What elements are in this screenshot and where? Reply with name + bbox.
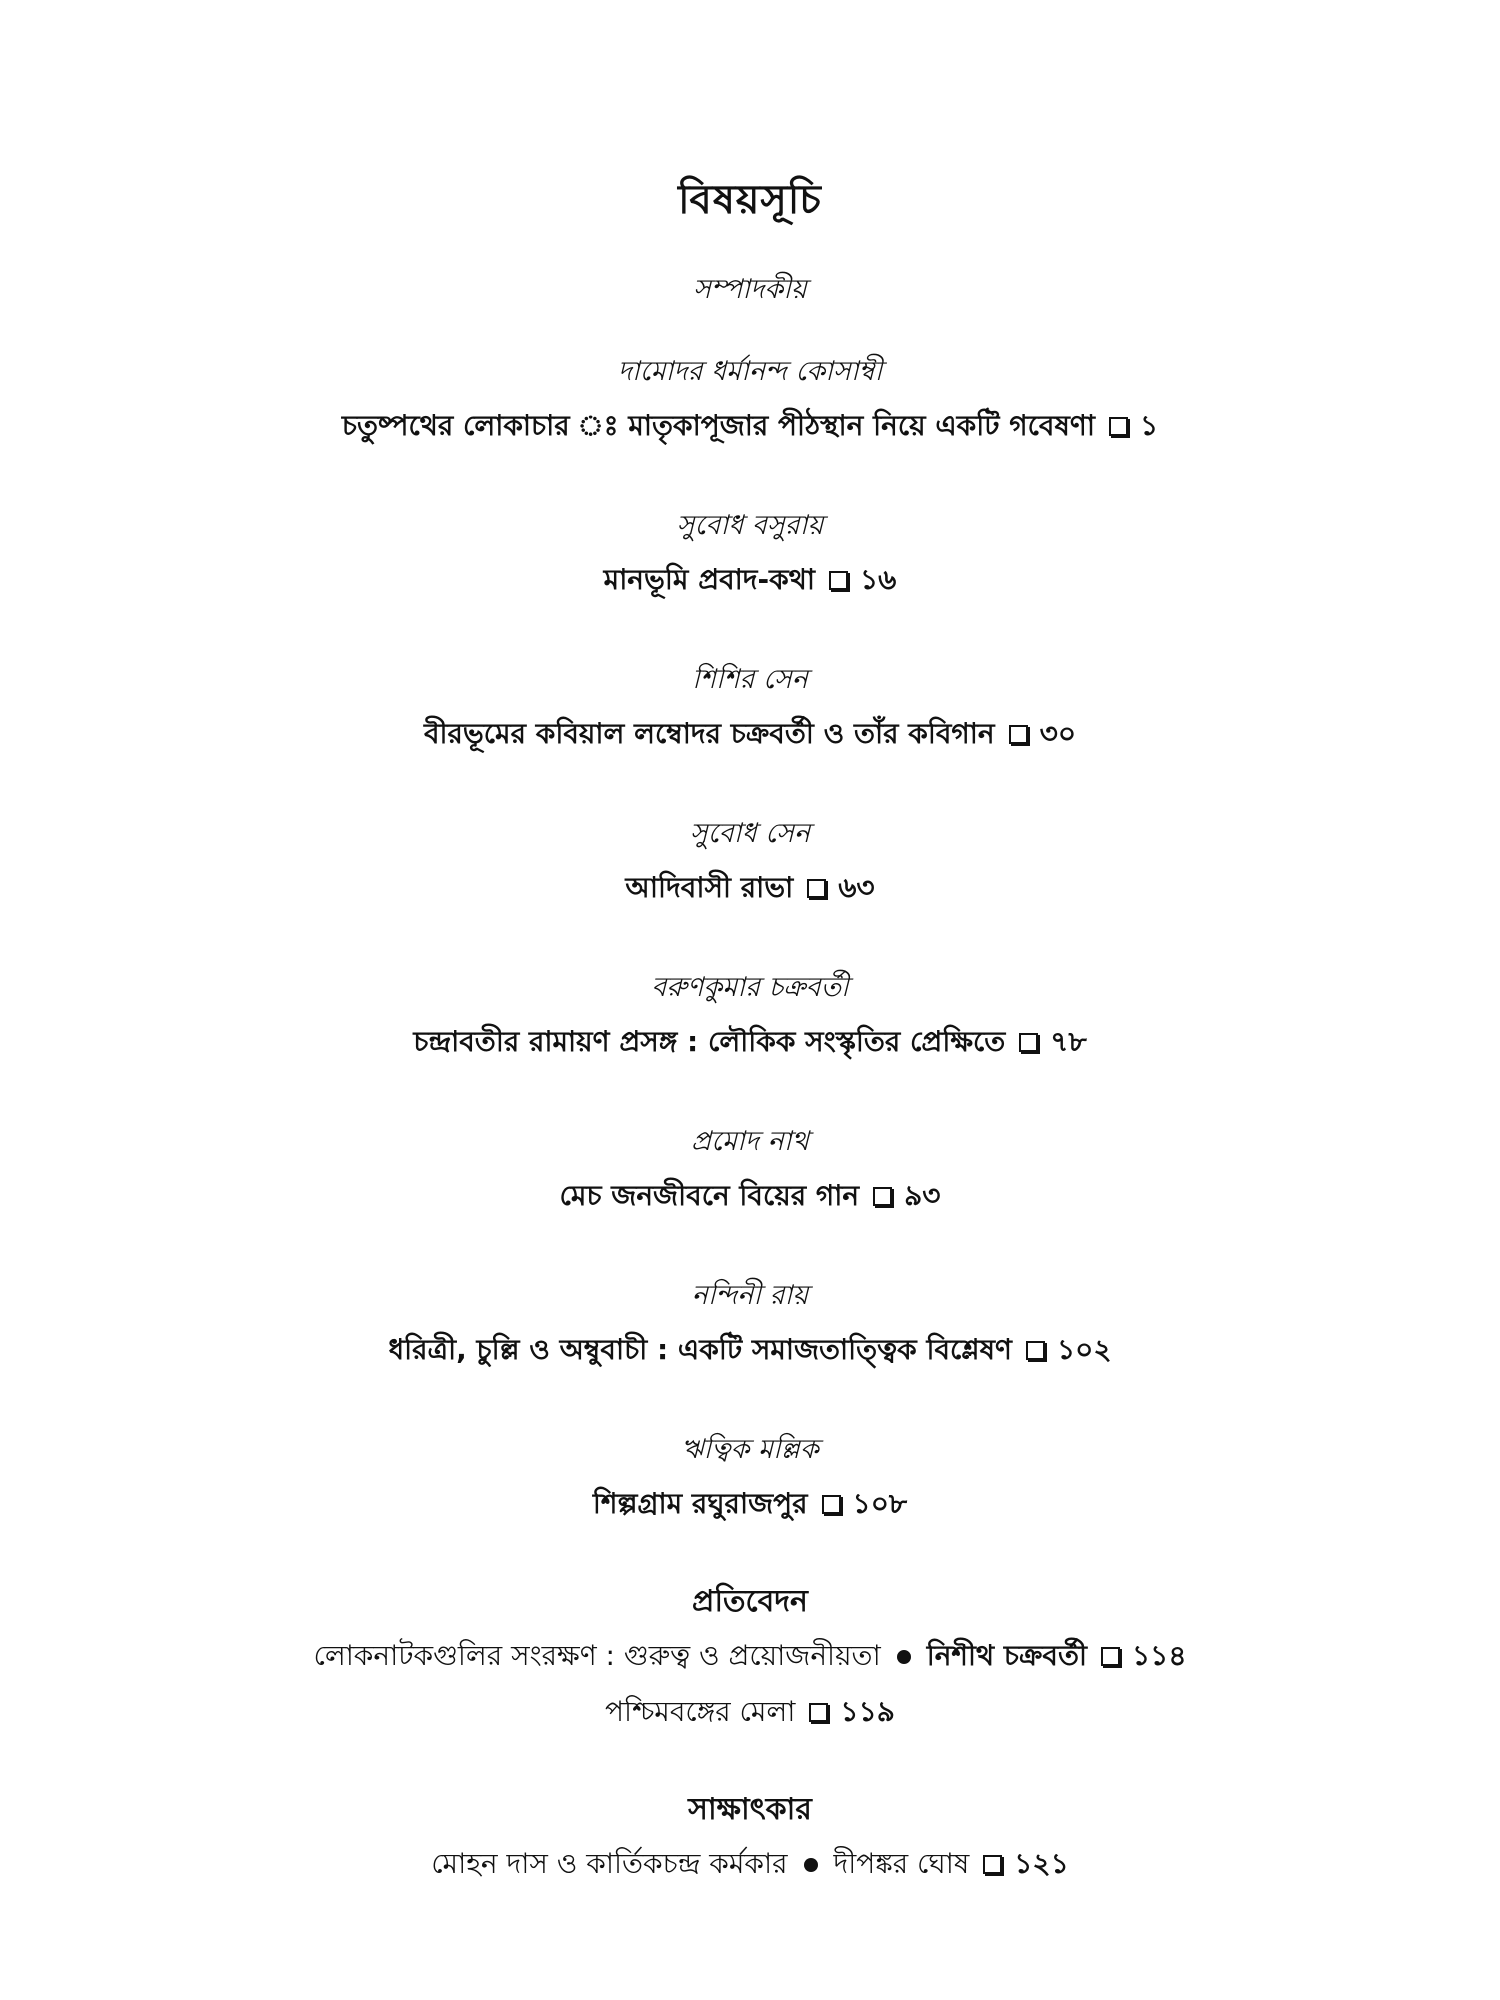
page-number: ১১৯ [840, 1695, 895, 1728]
square-bullet-icon [1101, 1647, 1120, 1666]
square-bullet-icon [1026, 1341, 1045, 1360]
page-number: ১২১ [1014, 1847, 1069, 1880]
square-bullet-icon [1019, 1033, 1038, 1052]
article-title: চন্দ্রাবতীর রামায়ণ প্রসঙ্গ : লৌকিক সংস্কৃতির প্রেক্ষিতে [413, 1025, 1006, 1058]
editorial-label: সম্পাদকীয় [693, 274, 807, 305]
interview-author: দীপঙ্কর ঘোষ [833, 1847, 970, 1880]
article-title: মেচ জনজীবনে বিয়ের গান [559, 1179, 860, 1212]
article-author: শিশির সেন [692, 664, 808, 695]
square-bullet-icon [983, 1855, 1002, 1874]
article-author: দামোদর ধর্মানন্দ কোসাম্বী [617, 356, 883, 387]
article-title: মানভূমি প্রবাদ-কথা [603, 563, 815, 596]
article-title: চতুষ্পথের লোকাচার ঃ মাতৃকাপূজার পীঠস্থান নিয়ে একটি গবেষণা [341, 409, 1095, 442]
article-line [0, 1328, 1500, 1372]
square-bullet-icon [1009, 725, 1028, 744]
report-line [0, 1634, 1500, 1678]
page-number: ১১৪ [1132, 1639, 1187, 1672]
article-line [0, 866, 1500, 910]
page-number: ৬৩ [838, 871, 875, 904]
article-line [0, 1482, 1500, 1526]
article-author: সুবোধ বসুরায় [676, 510, 824, 541]
round-bullet-icon [804, 1858, 818, 1872]
interview-title: মোহন দাস ও কার্তিকচন্দ্র কর্মকার [431, 1847, 788, 1880]
article-title: শিল্পগ্রাম রঘুরাজপুর [592, 1487, 808, 1520]
round-bullet-icon [897, 1650, 911, 1664]
report-title: লোকনাটকগুলির সংরক্ষণ : গুরুত্ব ও প্রয়োজনীয়তা [313, 1639, 881, 1672]
square-bullet-icon [1109, 417, 1128, 436]
section-heading-report: প্রতিবেদন [692, 1584, 808, 1619]
square-bullet-icon [873, 1187, 892, 1206]
article-title: ধরিত্রী, চুল্লি ও অম্বুবাচী : একটি সমাজতাত্ত্বিক বিশ্লেষণ [388, 1333, 1012, 1366]
square-bullet-icon [807, 879, 826, 898]
page-number: ১ [1139, 409, 1159, 442]
square-bullet-icon [829, 571, 848, 590]
article-title: আদিবাসী রাভা [625, 871, 794, 904]
square-bullet-icon [809, 1703, 828, 1722]
report-author: নিশীথ চক্রবর্তী [926, 1639, 1087, 1672]
interview-line [0, 1842, 1500, 1886]
article-title: বীরভূমের কবিয়াল লম্বোদর চক্রবর্তী ও তাঁর কবিগান [423, 717, 995, 750]
article-author: ঋত্বিক মল্লিক [681, 1434, 819, 1465]
page-number: ১৬ [859, 563, 897, 596]
page-title: বিষয়সূচি [678, 177, 822, 223]
article-author: বরুণকুমার চক্রবর্তী [651, 972, 849, 1003]
page-number: ৭৮ [1050, 1025, 1087, 1058]
section-heading-interview: সাক্ষাৎকার [688, 1792, 812, 1827]
article-author: নন্দিনী রায় [691, 1280, 809, 1311]
page-number: ৯৩ [904, 1179, 941, 1212]
article-line [0, 1020, 1500, 1064]
page-number: ১০৮ [852, 1487, 908, 1520]
report-title: পশ্চিমবঙ্গের মেলা [605, 1695, 796, 1728]
article-author: প্রমোদ নাথ [690, 1126, 810, 1157]
square-bullet-icon [822, 1495, 841, 1514]
page-number: ৩০ [1039, 717, 1077, 750]
article-author: সুবোধ সেন [689, 818, 811, 849]
page-number: ১০২ [1056, 1333, 1112, 1366]
article-line [0, 1174, 1500, 1218]
article-line [0, 558, 1500, 602]
report-line [0, 1690, 1500, 1734]
article-line [0, 404, 1500, 448]
article-line [0, 712, 1500, 756]
